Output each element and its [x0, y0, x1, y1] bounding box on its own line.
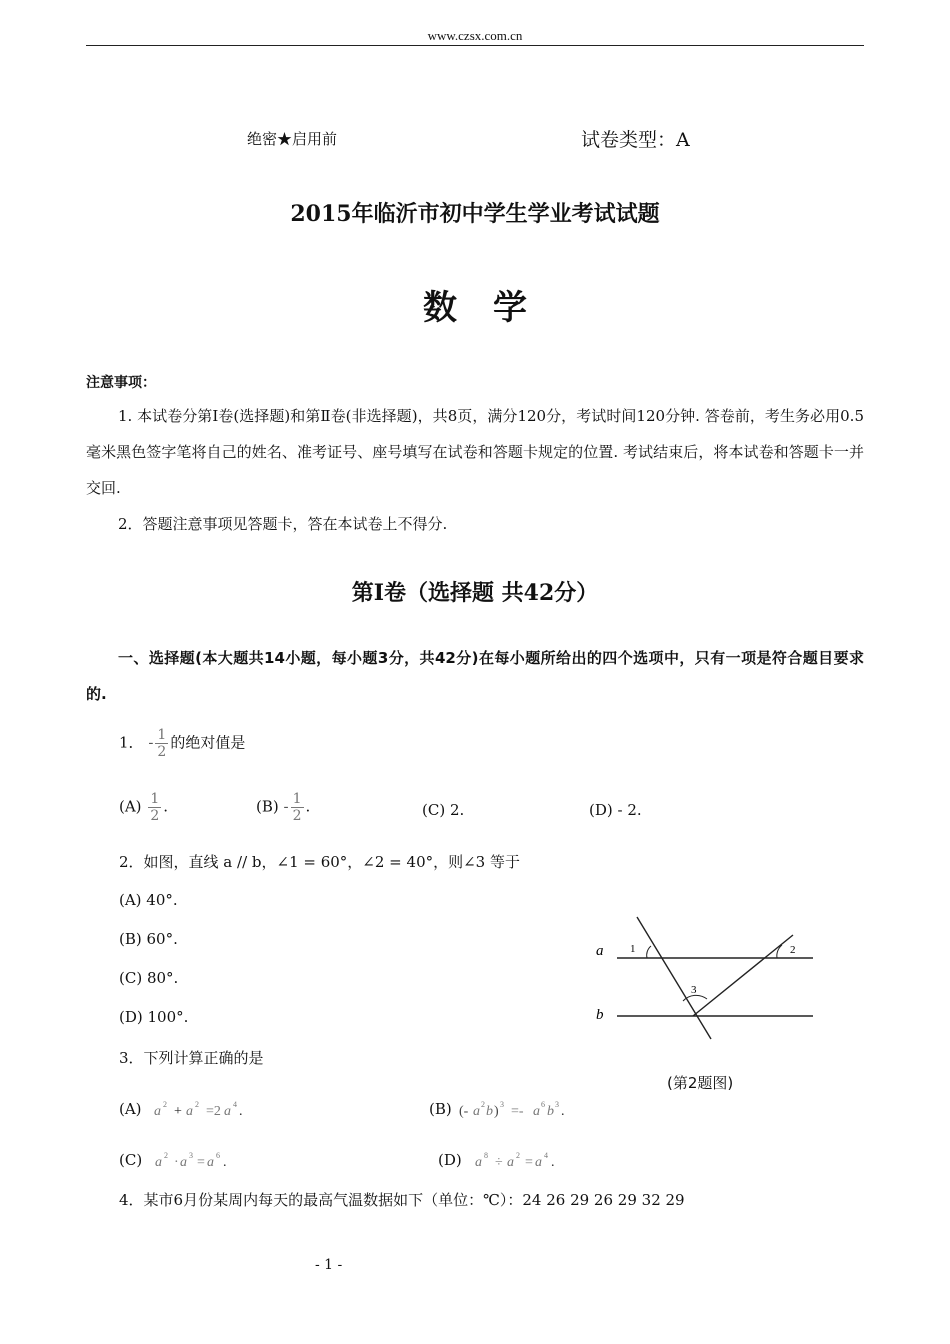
q1-frac-num: 1 — [157, 727, 167, 743]
angle-2-label: 2 — [790, 944, 796, 956]
notice-body — [86, 398, 864, 542]
q3-a-formula — [146, 1099, 256, 1121]
q1-b-neg: - — [283, 797, 289, 816]
q1-number: 1． — [119, 733, 144, 752]
q1-a-fraction — [148, 791, 161, 824]
svg-text:2: 2 — [515, 1151, 520, 1160]
svg-text:=: = — [524, 1155, 533, 1170]
q1-neg: - — [148, 733, 154, 752]
q1-option-a — [119, 791, 168, 824]
figure-caption: (第2题图) — [667, 1074, 734, 1092]
svg-text:a: a — [179, 1155, 187, 1170]
svg-text:3: 3 — [188, 1151, 193, 1160]
svg-text:=: = — [196, 1155, 205, 1170]
question-4: 4．某市6月份某周内每天的最高气温数据如下（单位：℃）：24 26 29 26 29 32 29 — [119, 1191, 685, 1209]
q1-b-fraction — [291, 791, 304, 824]
secret-label: 绝密★启用前 — [247, 130, 338, 148]
svg-text:a: a — [154, 1104, 162, 1119]
svg-text:=-: =- — [510, 1104, 524, 1119]
svg-text:4: 4 — [543, 1151, 548, 1160]
svg-text:b: b — [485, 1104, 493, 1119]
header-rule — [86, 45, 864, 46]
svg-text:.: . — [560, 1104, 565, 1119]
header-url: www.czsx.com.cn — [427, 28, 523, 43]
question-1 — [119, 727, 245, 760]
q1-a-den: 2 — [150, 808, 160, 824]
q2-option-a: (A) 40°. — [119, 891, 178, 909]
svg-text:): ) — [493, 1104, 499, 1119]
svg-text:+: + — [174, 1104, 183, 1119]
q1-option-d — [589, 801, 642, 819]
section-title: 第Ⅰ卷（选择题 共42分） — [351, 580, 599, 606]
q3-d-label: (D) — [438, 1151, 462, 1169]
angle-1-label: 1 — [630, 943, 636, 955]
svg-text:a: a — [472, 1104, 480, 1119]
q1-d-text: - 2. — [617, 801, 642, 819]
q1-a-tail: . — [163, 797, 169, 816]
svg-text:a: a — [534, 1155, 542, 1170]
svg-text:2: 2 — [195, 1100, 200, 1109]
q1-b-label: (B) — [256, 797, 279, 816]
label-b: b — [596, 1007, 604, 1023]
angle-3-arc — [683, 995, 707, 1001]
svg-text:2: 2 — [163, 1151, 168, 1160]
svg-text:·: · — [173, 1155, 179, 1170]
q2-option-d: (D) 100°. — [119, 1008, 189, 1026]
svg-text:2: 2 — [480, 1100, 485, 1109]
svg-text:8: 8 — [483, 1151, 488, 1160]
page-number: - 1 - — [315, 1257, 343, 1273]
transversal-2 — [693, 935, 793, 1016]
q1-text: 的绝对值是 — [170, 733, 246, 752]
q3-d-formula — [467, 1150, 577, 1172]
question-2: 2．如图，直线 a // b，∠1 = 60°，∠2 = 40°，则∠3 等于 — [119, 853, 520, 871]
svg-text:6: 6 — [215, 1151, 220, 1160]
q2-option-b: (B) 60°. — [119, 930, 178, 948]
q3-c-label: (C) — [119, 1151, 143, 1169]
svg-text:(-: (- — [458, 1104, 468, 1119]
q1-c-label: (C) — [422, 801, 446, 819]
q3-b-formula — [457, 1099, 587, 1121]
q2-figure — [585, 905, 825, 1055]
angle-3-label: 3 — [691, 984, 697, 996]
svg-text:a: a — [206, 1155, 214, 1170]
notice-item-1: 1. 本试卷分第Ⅰ卷(选择题)和第Ⅱ卷(非选择题)，共8页，满分120分，考试时间120分钟. 答卷前，考生务必用0.5毫米黑色签字笔将自己的姓名、准考证号、座号填写在试卷和答题卡规定的位置. 考试结束后，将本试卷和答题卡一并交回. — [86, 407, 864, 497]
svg-text:3: 3 — [554, 1100, 559, 1109]
q1-c-text: 2. — [449, 801, 465, 819]
q1-fraction — [155, 727, 168, 760]
part1-instructions: 一、选择题(本大题共14小题，每小题3分，共42分)在每小题所给出的四个选项中，只有一项是符合题目要求的. — [86, 649, 864, 703]
subject-title: 数学 — [423, 288, 563, 328]
q2-option-c: (C) 80°. — [119, 969, 179, 987]
svg-text:2: 2 — [163, 1100, 168, 1109]
svg-text:a: a — [224, 1104, 232, 1119]
svg-text:a: a — [154, 1155, 162, 1170]
svg-text:.: . — [239, 1104, 243, 1119]
svg-text:÷: ÷ — [494, 1155, 503, 1170]
label-a: a — [596, 943, 604, 959]
q1-option-b — [256, 791, 310, 824]
q3-c-formula — [147, 1150, 247, 1172]
q1-option-c — [422, 801, 464, 819]
q1-a-num: 1 — [150, 791, 160, 807]
q3-option-b — [429, 1099, 587, 1121]
q1-b-num: 1 — [292, 791, 302, 807]
q1-b-den: 2 — [292, 808, 302, 824]
notice-item-2: 2．答题注意事项见答题卡，答在本试卷上不得分. — [118, 515, 448, 533]
svg-text:3: 3 — [499, 1100, 504, 1109]
transversal-1 — [637, 917, 711, 1039]
q3-option-d — [438, 1150, 577, 1172]
svg-text:a: a — [186, 1104, 194, 1119]
svg-text:a: a — [474, 1155, 482, 1170]
q3-a-label: (A) — [119, 1100, 142, 1118]
svg-text:a: a — [506, 1155, 514, 1170]
question-3: 3．下列计算正确的是 — [119, 1049, 264, 1067]
svg-text:=2: =2 — [206, 1104, 222, 1119]
q3-b-label: (B) — [429, 1100, 452, 1118]
svg-text:a: a — [532, 1104, 540, 1119]
q1-a-label: (A) — [119, 797, 142, 816]
q3-option-c — [119, 1150, 247, 1172]
angle-1-arc — [647, 946, 651, 958]
svg-text:.: . — [550, 1155, 555, 1170]
exam-title: 2015年临沂市初中学生学业考试试题 — [290, 201, 660, 227]
q1-d-label: (D) — [589, 801, 613, 819]
notice-heading: 注意事项： — [86, 375, 156, 391]
svg-text:6: 6 — [540, 1100, 545, 1109]
q1-b-tail: . — [305, 797, 311, 816]
svg-text:b: b — [546, 1104, 554, 1119]
q3-option-a — [119, 1099, 256, 1121]
svg-text:.: . — [222, 1155, 227, 1170]
q1-frac-den: 2 — [157, 744, 167, 760]
paper-type: 试卷类型：A — [581, 129, 690, 151]
svg-text:4: 4 — [233, 1100, 238, 1109]
